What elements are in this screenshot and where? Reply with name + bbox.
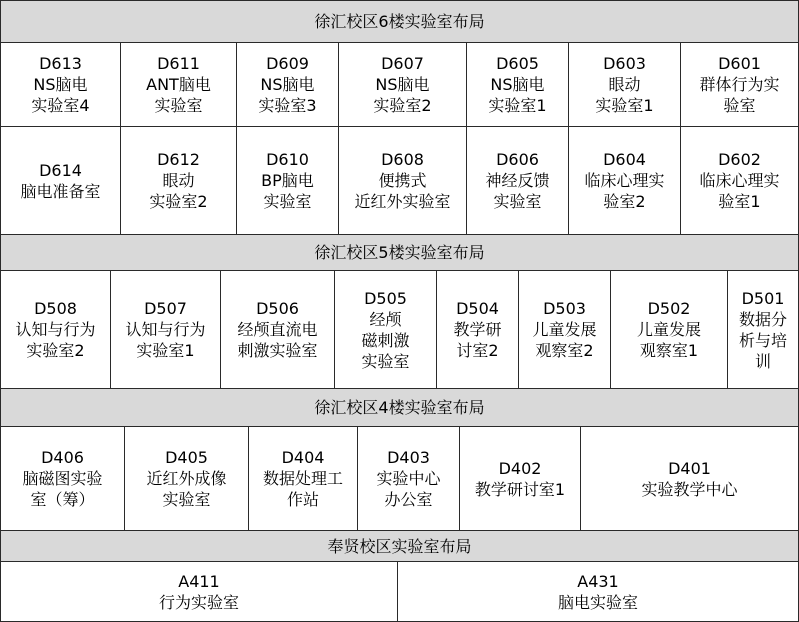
room-label — [22, 447, 102, 510]
room-label — [641, 458, 737, 500]
room-number: D607 — [381, 54, 424, 73]
room-name-line: 实验室3 — [258, 96, 317, 115]
room-cell — [0, 42, 121, 127]
room-name-line: 实验教学中心 — [641, 479, 738, 499]
room-name-line: 实验室2 — [373, 96, 432, 115]
room-number: A431 — [577, 571, 619, 591]
room-label — [376, 447, 440, 510]
room-number: D610 — [266, 150, 309, 169]
room-name-line: 行为实验室 — [158, 592, 239, 612]
room-cell — [220, 270, 335, 389]
room-name-line: 验室1 — [718, 192, 761, 211]
room-label — [373, 53, 431, 116]
room-name-line: 认知与行为 — [15, 320, 96, 339]
room-name-line: 临床心理实 — [584, 171, 665, 190]
room-name-line: 磁刺激 — [361, 330, 410, 350]
room-name-line: 教学研 — [453, 320, 502, 339]
room-name-line: 脑磁图实验 — [22, 469, 103, 488]
room-name-line: 经颅直流电 — [237, 320, 318, 339]
room-name-line: 临床心理实 — [699, 171, 780, 190]
room-name-line: 数据处理工 — [262, 469, 343, 488]
room-number: D405 — [165, 448, 208, 467]
room-cell — [334, 270, 437, 389]
room-label — [237, 298, 317, 361]
room-cell — [466, 126, 569, 235]
room-cell — [568, 42, 681, 127]
room-cell — [680, 42, 799, 127]
room-cell — [518, 270, 611, 389]
room-cell — [338, 42, 467, 127]
room-name-line: 实验室 — [162, 490, 211, 509]
room-label — [532, 298, 596, 361]
room-label — [263, 447, 343, 510]
room-name-line: 作站 — [286, 490, 319, 509]
room-number: D402 — [498, 458, 542, 478]
room-cell — [338, 126, 467, 235]
room-label — [475, 458, 565, 500]
room-name-line: NS脑电 — [490, 75, 545, 94]
room-name-line: 训 — [754, 351, 771, 371]
room-label — [637, 298, 701, 361]
room-label — [699, 149, 779, 212]
room-name-line: NS脑电 — [260, 75, 315, 94]
floor-header: 奉贤校区实验室布局 — [0, 530, 799, 562]
room-name-line: 经颅 — [369, 309, 402, 329]
room-name-line: 实验室1 — [136, 341, 195, 360]
floor-header: 徐汇校区5楼实验室布局 — [0, 234, 799, 271]
room-cell — [248, 426, 358, 531]
room-name-line: 近红外成像 — [146, 469, 227, 488]
room-number: D603 — [603, 54, 646, 73]
room-cell — [0, 126, 121, 235]
room-number: D501 — [741, 288, 785, 308]
room-label — [31, 53, 89, 116]
room-number: A411 — [178, 571, 220, 591]
room-name-line: NS脑电 — [375, 75, 430, 94]
room-cell — [459, 426, 581, 531]
room-cell — [120, 126, 237, 235]
room-number: D505 — [364, 288, 407, 308]
room-cell — [397, 561, 799, 622]
room-name-line: 认知与行为 — [125, 320, 206, 339]
room-label — [361, 288, 409, 372]
room-cell — [580, 426, 799, 531]
room-name-line: 办公室 — [384, 490, 433, 509]
room-name-line: 实验中心 — [376, 469, 441, 488]
room-cell — [568, 126, 681, 235]
room-cell — [120, 42, 237, 127]
room-number: D507 — [144, 299, 187, 318]
room-label — [125, 298, 205, 361]
room-number: D604 — [603, 150, 646, 169]
room-label — [159, 571, 239, 613]
room-name-line: 眼动 — [162, 171, 195, 190]
room-number: D502 — [647, 299, 691, 318]
room-cell — [466, 42, 569, 127]
room-name-line: 实验室1 — [595, 96, 654, 115]
room-cell — [236, 42, 339, 127]
room-number: D504 — [456, 299, 499, 318]
room-cell — [357, 426, 460, 531]
room-number: D602 — [718, 150, 761, 169]
room-label — [149, 149, 207, 212]
room-cell — [610, 270, 728, 389]
room-name-line: 脑电准备室 — [20, 181, 101, 201]
room-label — [15, 298, 95, 361]
room-number: D605 — [496, 54, 539, 73]
room-name-line: 神经反馈 — [485, 171, 550, 190]
room-number: D608 — [381, 150, 424, 169]
room-label — [261, 149, 314, 212]
room-number: D508 — [34, 299, 77, 318]
room-label — [20, 160, 100, 202]
room-name-line: 教学研讨室1 — [474, 479, 566, 499]
room-cell — [0, 561, 398, 622]
room-label — [146, 53, 211, 116]
room-label — [584, 149, 664, 212]
room-name-line: 实验室 — [493, 192, 542, 211]
room-label — [739, 288, 787, 372]
room-name-line: 儿童发展 — [532, 320, 597, 339]
room-number: D612 — [157, 150, 200, 169]
floor-header: 徐汇校区6楼实验室布局 — [0, 0, 799, 43]
room-name-line: 实验室2 — [26, 341, 85, 360]
room-number: D404 — [281, 448, 325, 467]
room-label — [558, 571, 638, 613]
room-name-line: NS脑电 — [33, 75, 88, 94]
room-name-line: 实验室 — [361, 351, 410, 371]
room-number: D606 — [496, 150, 539, 169]
room-label — [453, 298, 501, 361]
room-name-line: 刺激实验室 — [237, 341, 318, 360]
room-cell — [680, 126, 799, 235]
room-name-line: 便携式 — [378, 171, 427, 190]
room-cell — [727, 270, 799, 389]
room-number: D611 — [157, 54, 200, 73]
room-name-line: 讨室2 — [456, 341, 499, 360]
room-name-line: 实验室 — [154, 96, 203, 115]
room-label — [354, 149, 450, 212]
room-cell — [110, 270, 221, 389]
room-name-line: 儿童发展 — [636, 320, 701, 339]
room-cell — [0, 426, 125, 531]
room-number: D609 — [266, 54, 309, 73]
room-name-line: 群体行为实 — [699, 75, 780, 94]
room-number: D503 — [543, 299, 586, 318]
room-name-line: BP脑电 — [261, 171, 314, 190]
room-number: D506 — [256, 299, 299, 318]
room-label — [146, 447, 226, 510]
room-name-line: ANT脑电 — [146, 75, 211, 94]
room-name-line: 析与培 — [738, 330, 787, 350]
room-label — [699, 53, 779, 116]
room-name-line: 观察室1 — [639, 341, 699, 360]
room-name-line: 实验室2 — [149, 192, 208, 211]
room-cell — [436, 270, 519, 389]
room-name-line: 观察室2 — [535, 341, 594, 360]
room-label — [258, 53, 316, 116]
room-name-line: 室（筹） — [30, 490, 95, 509]
room-label — [595, 53, 653, 116]
room-cell — [124, 426, 249, 531]
room-number: D403 — [387, 448, 430, 467]
room-number: D613 — [39, 54, 82, 73]
room-number: D614 — [39, 160, 82, 180]
room-number: D601 — [718, 54, 761, 73]
room-name-line: 实验室4 — [31, 96, 90, 115]
room-label — [488, 53, 546, 116]
floor-header: 徐汇校区4楼实验室布局 — [0, 388, 799, 427]
room-name-line: 近红外实验室 — [354, 192, 451, 211]
room-cell — [0, 270, 111, 389]
room-name-line: 脑电实验室 — [557, 592, 638, 612]
room-name-line: 验室 — [723, 96, 756, 115]
room-number: D401 — [668, 458, 711, 478]
room-cell — [236, 126, 339, 235]
room-name-line: 实验室 — [263, 192, 312, 211]
room-number: D406 — [41, 448, 84, 467]
room-name-line: 验室2 — [603, 192, 646, 211]
room-name-line: 数据分 — [738, 309, 787, 329]
room-name-line: 实验室1 — [488, 96, 547, 115]
room-label — [485, 149, 549, 212]
room-name-line: 眼动 — [608, 75, 641, 94]
